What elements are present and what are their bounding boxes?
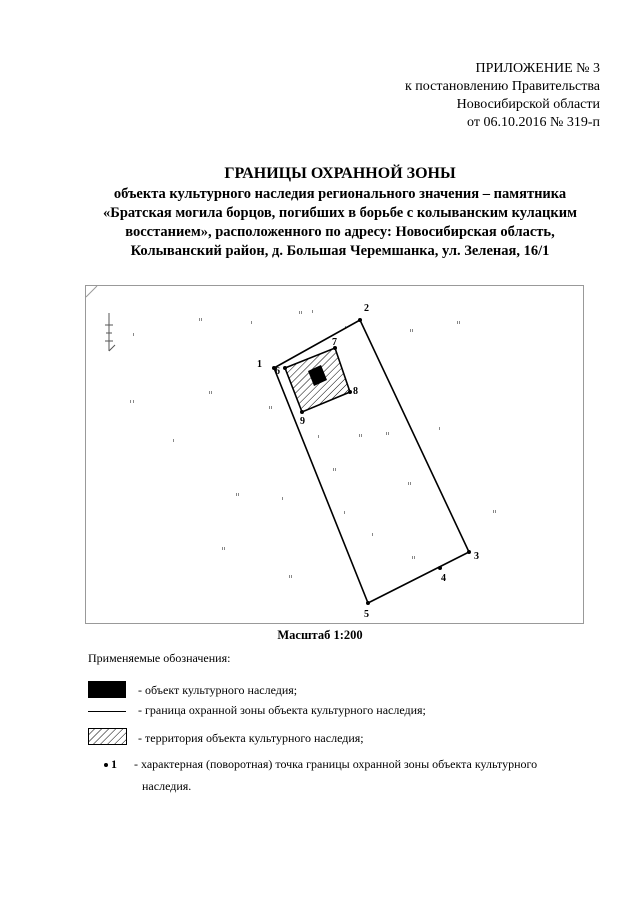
legend-point-text-continued: наследия. bbox=[142, 779, 192, 793]
site-plan bbox=[85, 285, 585, 625]
legend-territory-swatch bbox=[88, 728, 128, 746]
point-labels bbox=[257, 303, 479, 620]
point-label-7: 7 bbox=[332, 337, 337, 348]
appendix-region: Новосибирской области bbox=[456, 97, 600, 112]
point-label-3: 3 bbox=[474, 551, 479, 562]
scale-label: Масштаб 1:200 bbox=[277, 628, 363, 642]
legend-boundary-text: - граница охранной зоны объекта культурного наследия; bbox=[138, 703, 426, 717]
survey-marks bbox=[130, 310, 496, 578]
point-label-6: 6 bbox=[275, 366, 280, 377]
point-label-4: 4 bbox=[441, 573, 446, 584]
document-title: ГРАНИЦЫ ОХРАННОЙ ЗОНЫ bbox=[224, 165, 456, 182]
legend-territory-text: - территория объекта культурного наследия; bbox=[138, 731, 364, 745]
point-4 bbox=[438, 566, 442, 570]
legend-boundary-swatch bbox=[88, 711, 126, 712]
heading-line-1: объекта культурного наследия регионального значения – памятника bbox=[113, 186, 567, 202]
point-8 bbox=[348, 390, 352, 394]
legend-title: Применяемые обозначения: bbox=[88, 651, 231, 665]
point-label-2: 2 bbox=[364, 303, 369, 314]
appendix-block bbox=[405, 60, 600, 132]
north-arrow-icon bbox=[105, 313, 115, 351]
point-label-9: 9 bbox=[300, 416, 305, 427]
legend-point-marker: 1 bbox=[111, 757, 117, 771]
point-5 bbox=[366, 601, 370, 605]
document-heading bbox=[60, 163, 620, 261]
heading-line-4: Колыванский район, д. Большая Черемшанка, ул. Зеленая, 16/1 bbox=[130, 243, 550, 259]
point-2 bbox=[358, 318, 362, 322]
appendix-resolution: к постановлению Правительства bbox=[404, 79, 600, 94]
legend-point-dot bbox=[104, 763, 108, 767]
point-label-1: 1 bbox=[257, 359, 262, 370]
appendix-date: от 06.10.2016 № 319-п bbox=[467, 115, 600, 130]
point-label-8: 8 bbox=[353, 386, 358, 397]
legend-object-swatch bbox=[88, 681, 126, 698]
frame-corner-mark bbox=[86, 286, 97, 297]
appendix-number: ПРИЛОЖЕНИЕ № 3 bbox=[475, 61, 600, 76]
legend-point-text: - характерная (поворотная) точка границы охранной зоны объекта культурного bbox=[134, 757, 538, 771]
heading-line-2: «Братская могила борцов, погибших в борьбе с колыванским кулацким bbox=[102, 205, 577, 221]
point-3 bbox=[467, 550, 471, 554]
point-6 bbox=[283, 366, 287, 370]
point-9 bbox=[300, 410, 304, 414]
legend-object-text: - объект культурного наследия; bbox=[138, 683, 298, 697]
point-label-5: 5 bbox=[364, 609, 369, 620]
heading-line-3: восстанием», расположенного по адресу: Новосибирская область, bbox=[125, 224, 555, 240]
